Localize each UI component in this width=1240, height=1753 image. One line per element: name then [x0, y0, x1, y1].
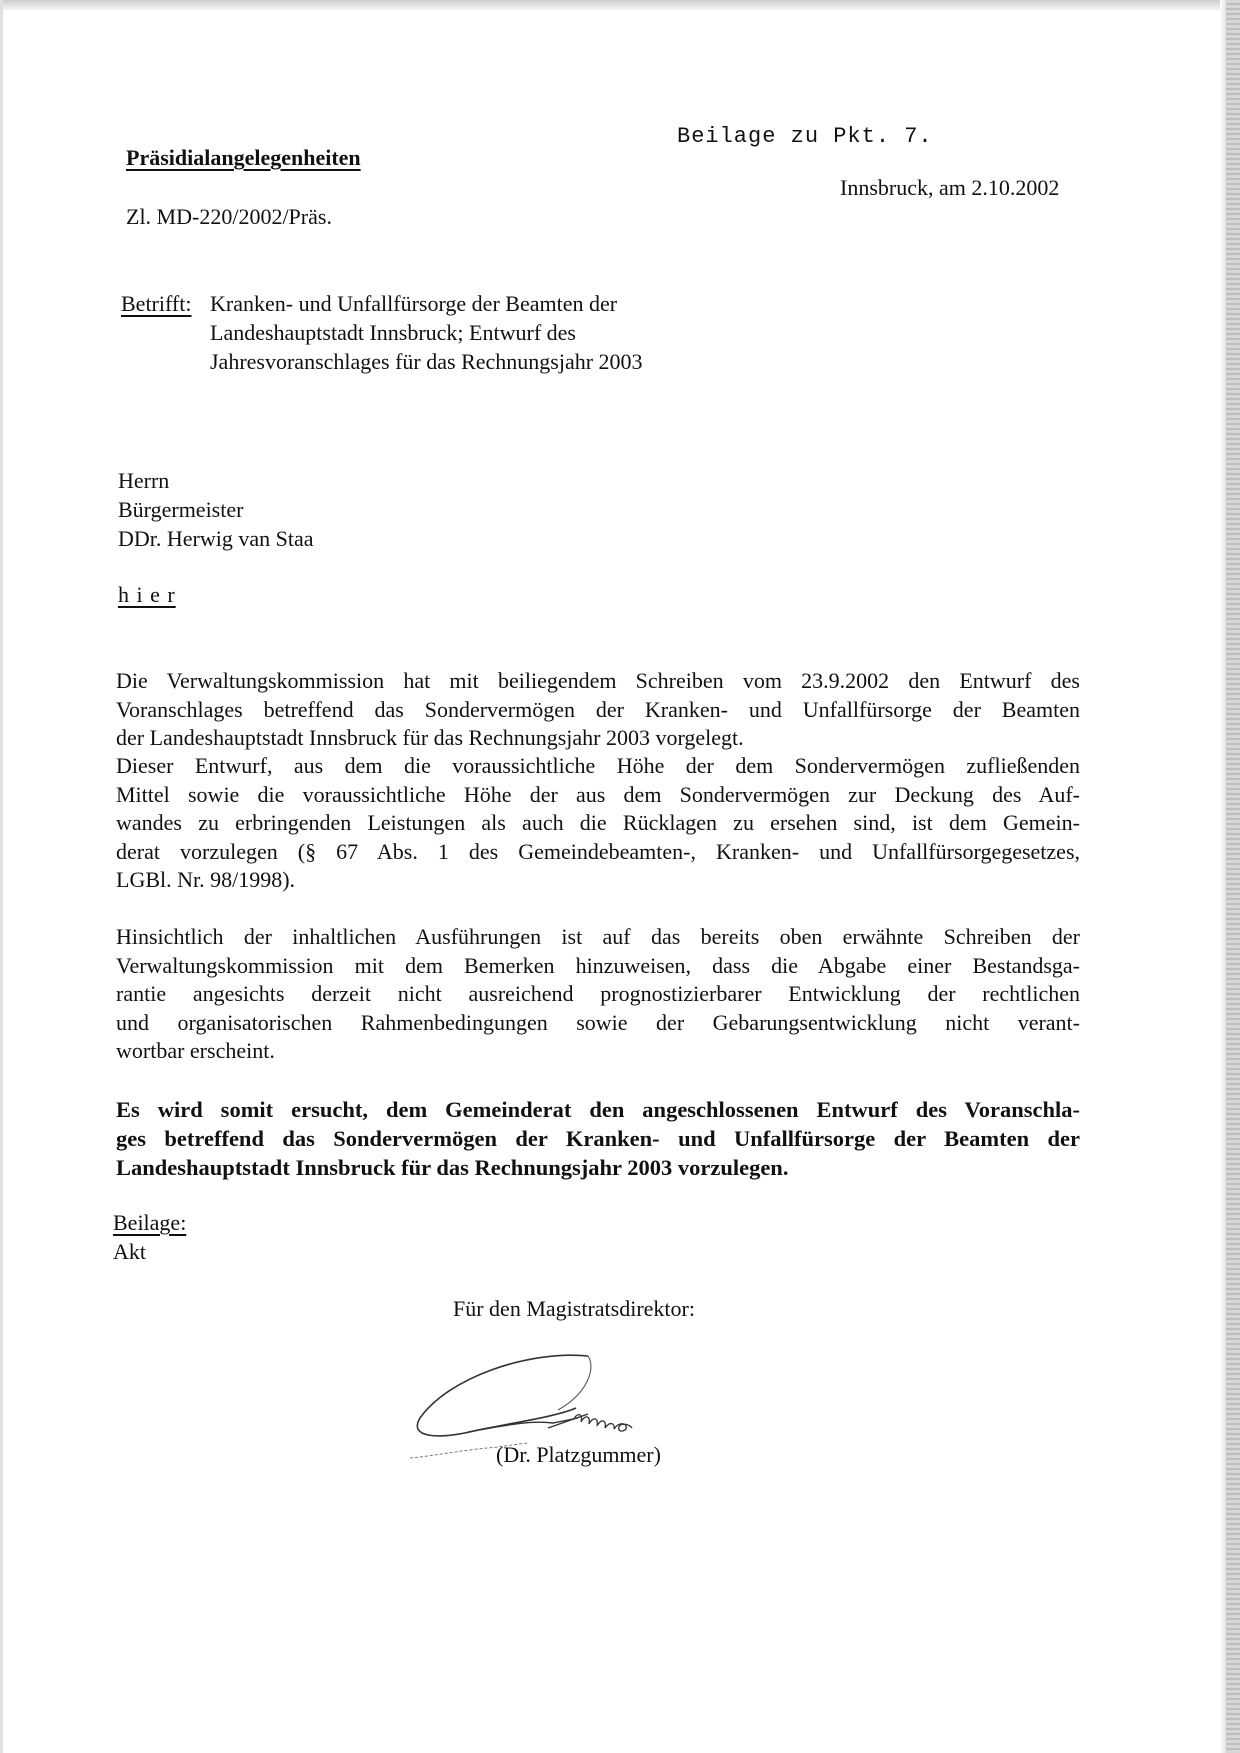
file-number: Zl. MD-220/2002/Präs.: [126, 204, 332, 229]
body-paragraph-3: [116, 923, 1080, 1066]
scan-edge-top: [0, 0, 1240, 10]
signatory-name: (Dr. Platzgummer): [496, 1442, 661, 1467]
body-line: wortbar erscheint.: [116, 1038, 275, 1063]
body-line: der Landeshauptstadt Innsbruck für das Rechnungsjahr 2003 vorgelegt.: [116, 725, 744, 750]
addressee-line: DDr. Herwig van Staa: [118, 526, 314, 551]
department-heading: Präsidialangelegenheiten: [126, 145, 361, 170]
addressee-line: Bürgermeister: [118, 497, 244, 522]
attachments-item: Akt: [113, 1239, 146, 1264]
attachment-reference: Beilage zu Pkt. 7.: [677, 124, 933, 149]
body-paragraph-2: [116, 752, 1080, 895]
body-line: Dieser Entwurf, aus dem die voraussichtliche Höhe der dem Sondervermögen zufließenden: [116, 753, 1080, 778]
subject-line: Jahresvoranschlages für das Rechnungsjahr 2003: [210, 349, 643, 374]
scan-edge-right: [1226, 0, 1240, 1753]
request-line: Landeshauptstadt Innsbruck für das Rechnungsjahr 2003 vorzulegen.: [116, 1155, 789, 1180]
closing-for-line: Für den Magistratsdirektor:: [453, 1296, 695, 1321]
place-date: Innsbruck, am 2.10.2002: [840, 175, 1060, 200]
request-paragraph: [116, 1095, 1080, 1182]
body-line: Hinsichtlich der inhaltlichen Ausführungen ist auf das bereits oben erwähnte Schreiben der: [116, 924, 1080, 949]
request-line: ges betreffend das Sondervermögen der Kranken- und Unfallfürsorge der Beamten der: [116, 1126, 1080, 1151]
body-line: LGBl. Nr. 98/1998).: [116, 867, 296, 892]
body-line: und organisatorischen Rahmenbedingungen sowie der Gebarungsentwicklung nicht verant-: [116, 1009, 1080, 1035]
subject-line: Landeshauptstadt Innsbruck; Entwurf des: [210, 320, 576, 345]
addressee: [118, 466, 314, 553]
request-line: Es wird somit ersucht, dem Gemeinderat den angeschlossenen Entwurf des Voranschla-: [116, 1097, 1080, 1122]
body-line: wandes zu erbringenden Leistungen als auch die Rücklagen zu ersehen sind, ist dem Gemein-: [116, 810, 1080, 835]
body-line: Die Verwaltungskommission hat mit beiliegendem Schreiben vom 23.9.2002 den Entwurf des: [116, 668, 1080, 693]
body-line: rantie angesichts derzeit nicht ausreichend prognostizierbarer Entwicklung der rechtlichen: [116, 981, 1080, 1006]
attachments-label: Beilage:: [113, 1210, 187, 1235]
body-line: derat vorzulegen (§ 67 Abs. 1 des Gemeindebeamten-, Kranken- und Unfallfürsorgegesetzes,: [116, 838, 1080, 864]
body-line: Voranschlages betreffend das Sondervermögen der Kranken- und Unfallfürsorge der Beamten: [116, 696, 1080, 722]
scan-edge-left: [0, 0, 3, 1753]
body-line: Verwaltungskommission mit dem Bemerken hinzuweisen, dass die Abgabe einer Bestandsga-: [116, 952, 1080, 978]
subject-text: [210, 289, 643, 376]
subject-line: Kranken- und Unfallfürsorge der Beamten der: [210, 291, 618, 316]
subject-label: Betrifft:: [121, 291, 192, 316]
body-line: Mittel sowie die voraussichtliche Höhe der aus dem Sondervermögen zur Deckung des Auf-: [116, 781, 1080, 807]
location-hier: h i e r: [118, 582, 176, 607]
body-paragraph-1: [116, 667, 1080, 753]
addressee-line: Herrn: [118, 468, 170, 493]
